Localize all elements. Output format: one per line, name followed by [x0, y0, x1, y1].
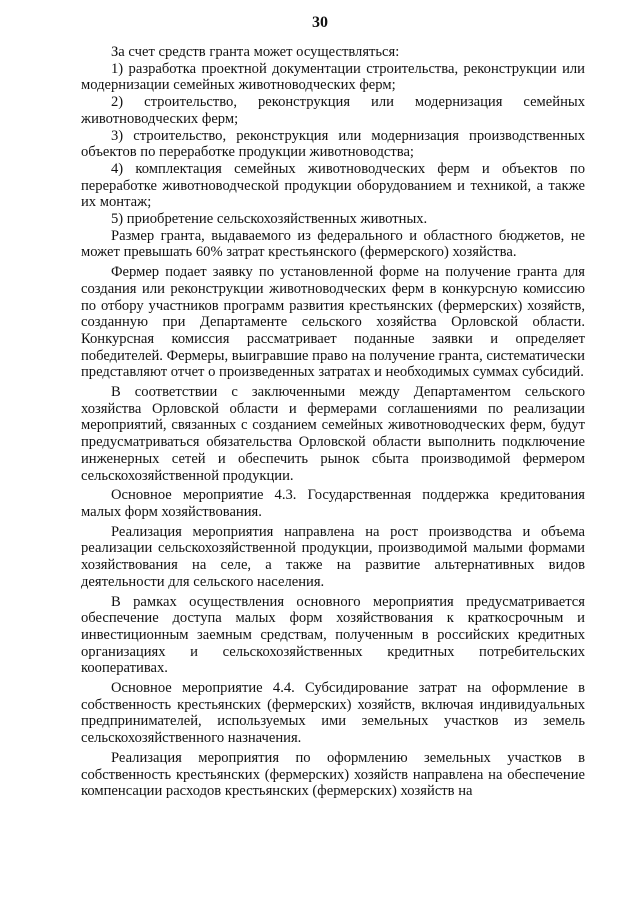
paragraph-measure-4-3: Основное мероприятие 4.3. Государственная поддержка кредитования малых форм хозяйствования. [81, 487, 585, 520]
paragraph-measure-4-4: Основное мероприятие 4.4. Субсидирование затрат на оформление в собственность крестьянских (фермерских) хозяйств, включая индивидуальных предпринимателей, используемых ими земельных участков из земель сельскохозяйственного назначения. [81, 680, 585, 747]
paragraph-agreements: В соответствии с заключенными между Департаментом сельского хозяйства Орловской области и фермерами соглашениями по реализации мероприятий, связанных с созданием семейных животноводческих ферм, будут предусматриваться обязательства Орловской области выполнить подключение инженерных сетей и обеспечить рынок сбыта производимой фермером сельскохозяйственной продукции. [81, 384, 585, 484]
paragraph-intro: За счет средств гранта может осуществляться: [111, 44, 400, 60]
paragraph-item-2: 2) строительство, реконструкция или модернизация семейных животноводческих ферм; [81, 94, 585, 127]
paragraph-grant-size: Размер гранта, выдаваемого из федерального и областного бюджетов, не может превышать 60% затрат крестьянского (фермерского) хозяйства. [81, 227, 585, 261]
document-body [81, 44, 585, 803]
paragraph-item-5: 5) приобретение сельскохозяйственных животных. [111, 211, 428, 228]
paragraph-item-1: 1) разработка проектной документации строительства, реконструкции или модернизации семейных животноводческих ферм; [81, 60, 585, 94]
paragraph-land-registration: Реализация мероприятия по оформлению земельных участков в собственность крестьянских (фермерских) хозяйств направлена на обеспечение компенсации расходов крестьянских (фермерских) хозяйств на [81, 749, 585, 800]
paragraph-implementation: Реализация мероприятия направлена на рост производства и объема реализации сельскохозяйственной продукции, производимой малыми формами хозяйствования на селе, а также на развитие альтернативных видов деятельности для сельского населения. [81, 523, 585, 590]
paragraph-credit-access: В рамках осуществления основного мероприятия предусматривается обеспечение доступа малых форм хозяйствования к краткосрочным и инвестиционным заемным средствам, полученным в российских кредитных организациях и сельскохозяйственных кредитных потребительских кооперативах. [81, 593, 585, 677]
paragraph-item-3: 3) строительство, реконструкция или модернизация производственных объектов по переработке продукции животноводства; [81, 127, 585, 161]
page-number: 30 [312, 14, 328, 31]
paragraph-item-4: 4) комплектация семейных животноводческих ферм и объектов по переработке животноводческой продукции оборудованием и техникой, а также их монтаж; [81, 160, 585, 211]
paragraph-application: Фермер подает заявку по установленной форме на получение гранта для создания или реконструкции животноводческих ферм в конкурсную комиссию по отбору участников программ развития крестьянских (фермерских) хозяйств, созданную при Департаменте сельского хозяйства Орловской области. Конкурсная комиссия рассматривает поданные заявки и определяет победителей. Фермеры, выигравшие право на получение гранта, систематически представляют отчет о произведенных затратах и необходимых суммах субсидий. [81, 264, 585, 381]
